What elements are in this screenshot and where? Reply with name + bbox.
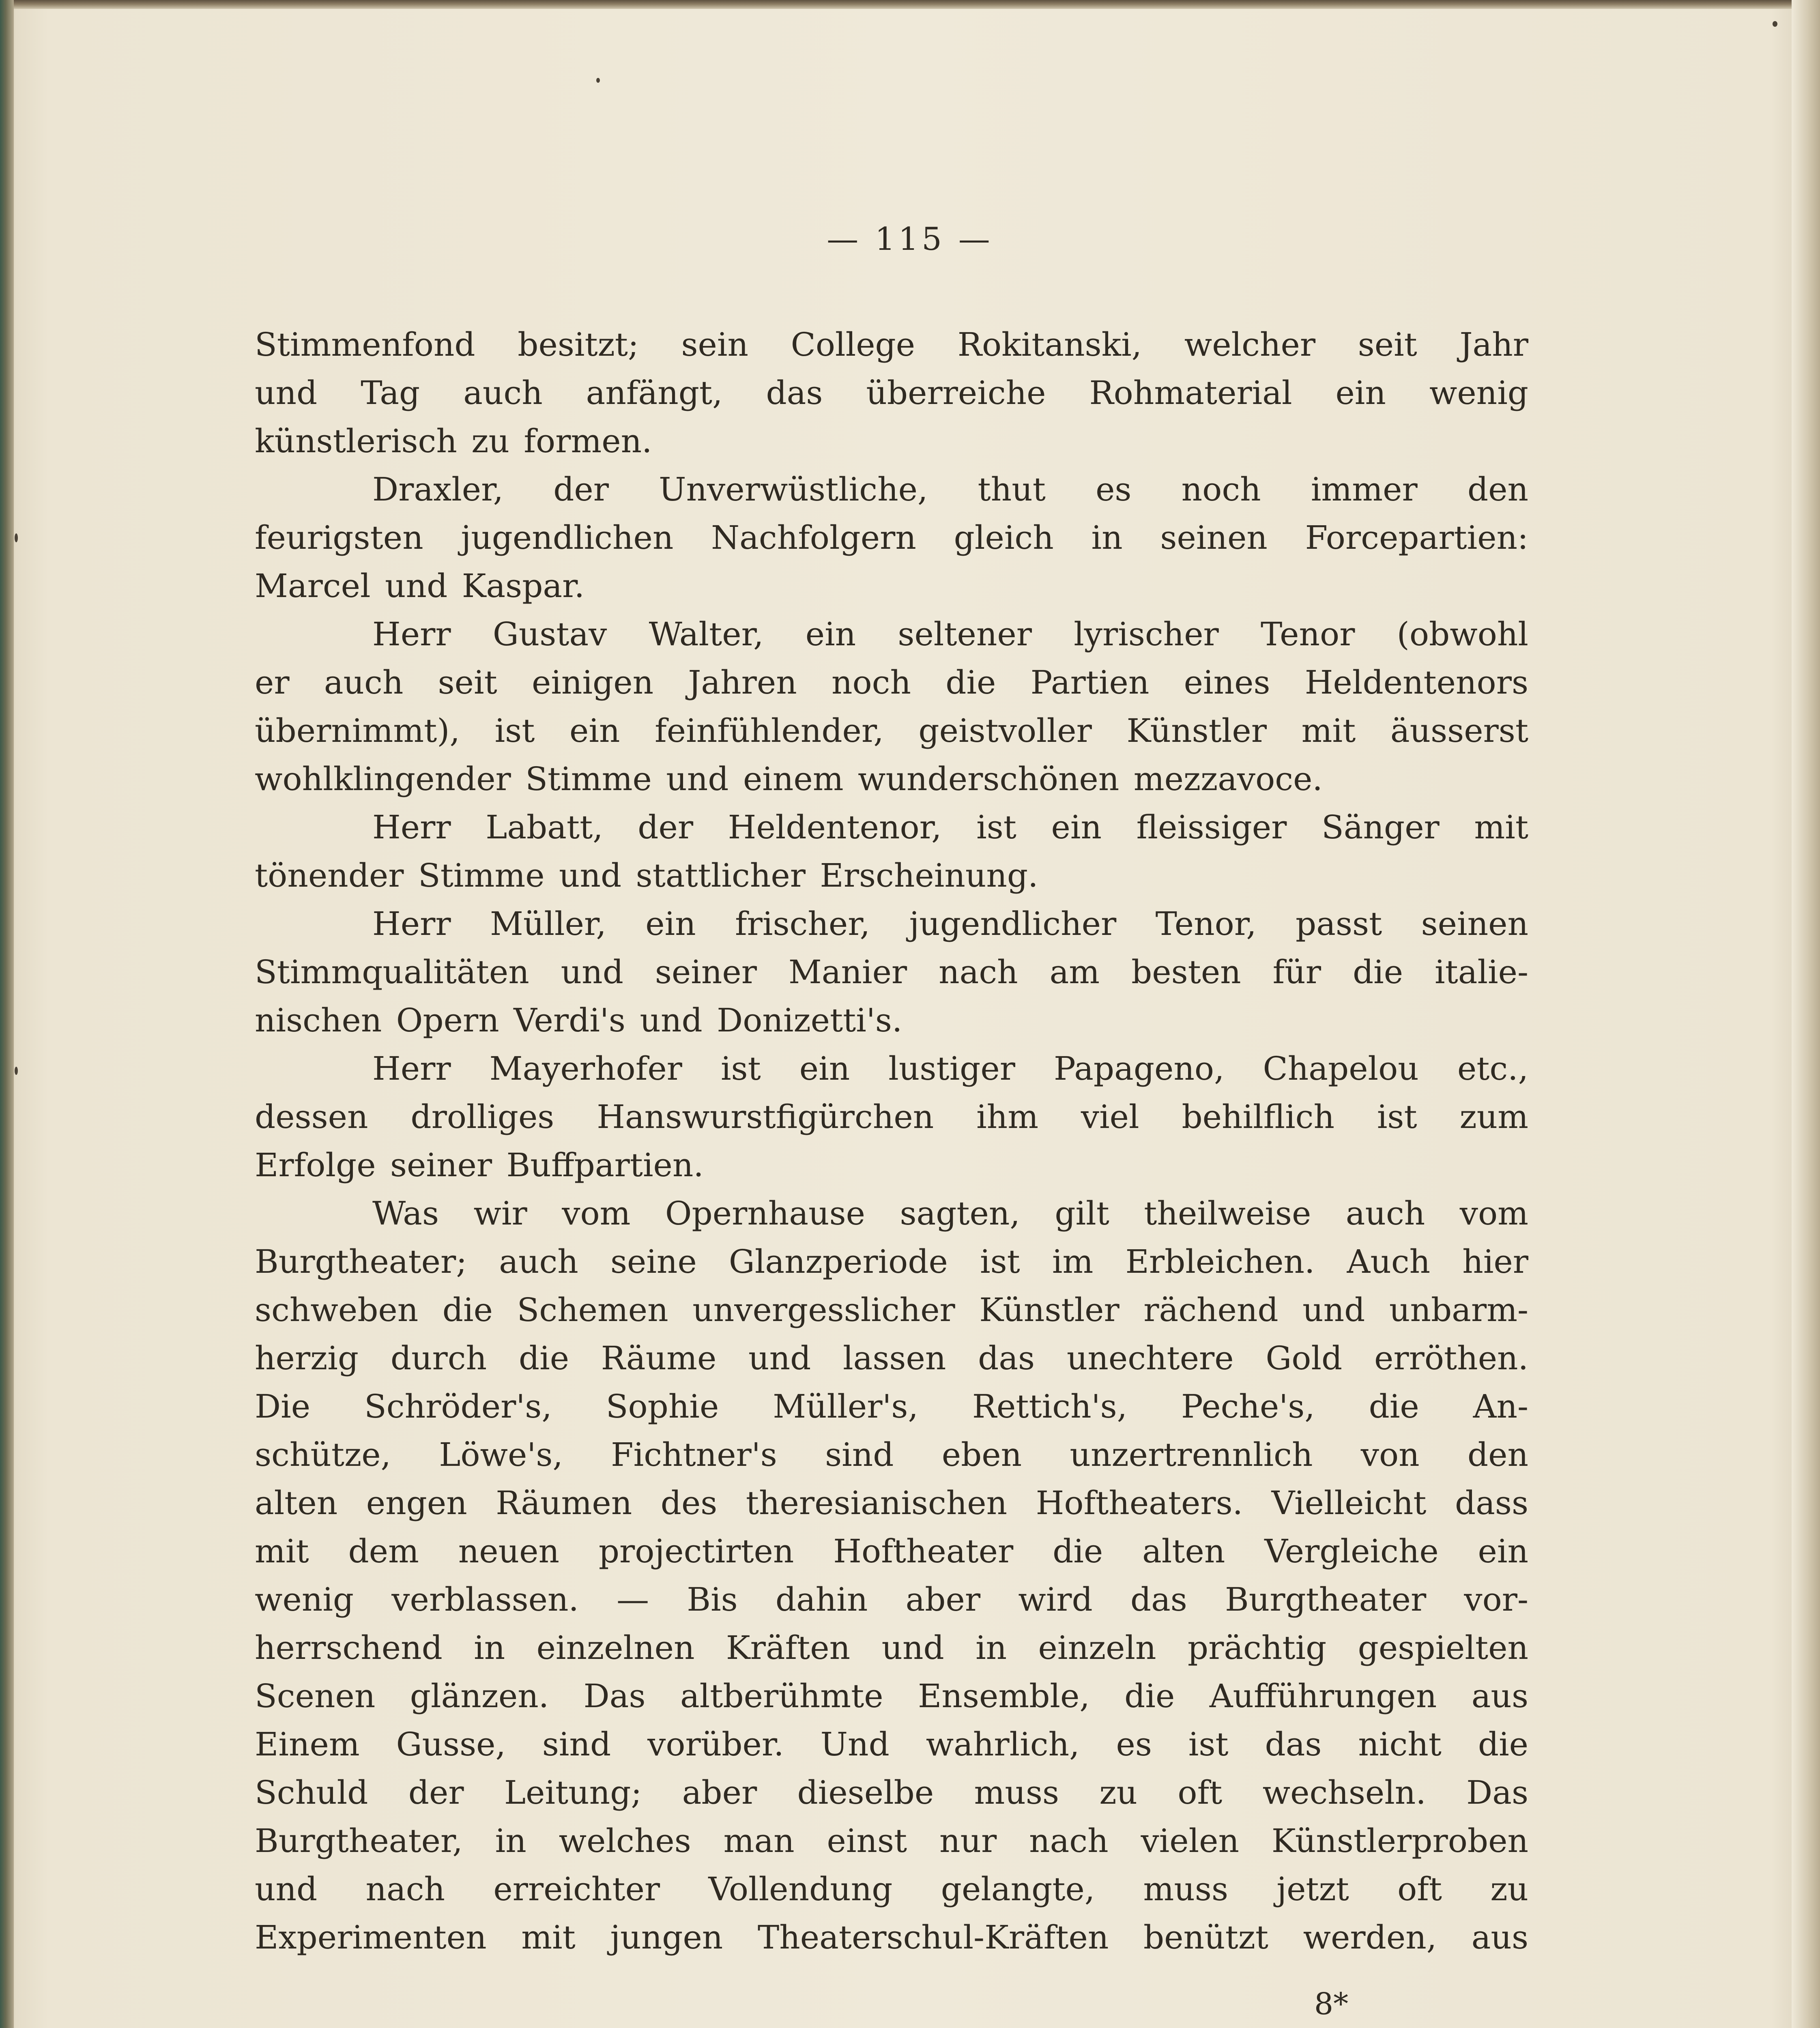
text-line: und nach erreichter Vollendung gelangte, muss jetzt oft zu (255, 1870, 1528, 1908)
text-line: alten engen Räumen des theresianischen Hoftheaters. Vielleicht dass (255, 1484, 1528, 1522)
text-line: herzig durch die Räume und lassen das unechtere Gold erröthen. (255, 1339, 1528, 1377)
text-line: Herr Müller, ein frischer, jugendlicher Tenor, passt seinen (372, 905, 1528, 943)
text-line: tönender Stimme und stattlicher Erscheinung. (255, 857, 1038, 894)
page-right-edge (1792, 0, 1820, 2028)
text-line: Stimmenfond besitzt; sein College Rokitanski, welcher seit Jahr (255, 326, 1528, 363)
text-line: wenig verblassen. — Bis dahin aber wird das Burgtheater vor- (255, 1581, 1528, 1618)
signature-mark: 8* (1314, 1987, 1349, 2022)
text-line: mit dem neuen projectirten Hoftheater die alten Vergleiche ein (255, 1532, 1528, 1570)
book-top-edge (0, 0, 1820, 9)
text-line: schütze, Löwe's, Fichtner's sind eben unzertrennlich von den (255, 1436, 1528, 1474)
page-number: — 115 — (827, 221, 993, 258)
ink-speck (596, 78, 600, 83)
text-line: Herr Mayerhofer ist ein lustiger Papageno, Chapelou etc., (372, 1050, 1528, 1087)
text-line: Herr Gustav Walter, ein seltener lyrischer Tenor (obwohl (372, 615, 1528, 653)
text-line: übernimmt), ist ein feinfühlender, geistvoller Künstler mit äusserst (255, 712, 1528, 750)
book-binding-edge (0, 0, 14, 2028)
text-line: schweben die Schemen unvergesslicher Künstler rächend und unbarm- (255, 1291, 1528, 1329)
text-line: dessen drolliges Hanswurstfigürchen ihm viel behilflich ist zum (255, 1098, 1528, 1136)
text-line: Was wir vom Opernhause sagten, gilt theilweise auch vom (372, 1194, 1528, 1232)
ink-speck (15, 1067, 18, 1075)
text-line: Burgtheater, in welches man einst nur nach vielen Künstlerproben (255, 1822, 1528, 1860)
text-line: Herr Labatt, der Heldentenor, ist ein fleissiger Sänger mit (372, 808, 1528, 846)
text-line: wohlklingender Stimme und einem wunderschönen mezzavoce. (255, 760, 1323, 798)
text-line: Erfolge seiner Buffpartien. (255, 1146, 704, 1184)
text-line: Marcel und Kaspar. (255, 567, 585, 605)
text-line: Experimenten mit jungen Theaterschul-Kräften benützt werden, aus (255, 1918, 1528, 1956)
text-line: Stimmqualitäten und seiner Manier nach am besten für die italie- (255, 953, 1528, 991)
text-line: Schuld der Leitung; aber dieselbe muss zu oft wechseln. Das (255, 1774, 1528, 1811)
body-text (255, 320, 1528, 1961)
text-line: Draxler, der Unverwüstliche, thut es noch immer den (372, 470, 1528, 508)
text-line: künstlerisch zu formen. (255, 422, 652, 460)
text-line: Die Schröder's, Sophie Müller's, Rettich's, Peche's, die An- (255, 1388, 1528, 1425)
text-line: er auch seit einigen Jahren noch die Partien eines Heldentenors (255, 664, 1528, 701)
text-line: herrschend in einzelnen Kräften und in einzeln prächtig gespielten (255, 1629, 1528, 1667)
text-line: und Tag auch anfängt, das überreiche Rohmaterial ein wenig (255, 374, 1528, 412)
text-line: Einem Gusse, sind vorüber. Und wahrlich, es ist das nicht die (255, 1725, 1528, 1763)
ink-speck (15, 533, 18, 542)
text-line: Burgtheater; auch seine Glanzperiode ist im Erbleichen. Auch hier (255, 1243, 1528, 1280)
text-line: Scenen glänzen. Das altberühmte Ensemble, die Aufführungen aus (255, 1677, 1528, 1715)
text-line: nischen Opern Verdi's und Donizetti's. (255, 1001, 902, 1039)
text-line: feurigsten jugendlichen Nachfolgern gleich in seinen Forcepartien: (255, 519, 1528, 556)
ink-speck (1773, 21, 1777, 27)
